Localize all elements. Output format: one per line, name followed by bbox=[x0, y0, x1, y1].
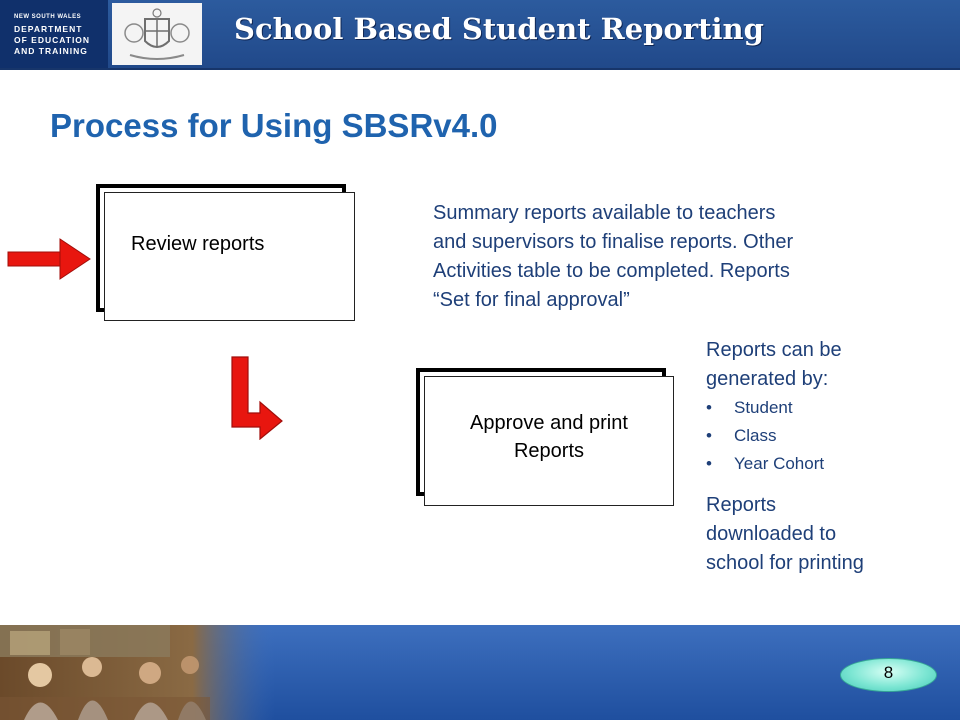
page-number-badge bbox=[840, 658, 937, 692]
app-title: School Based Student Reporting bbox=[234, 12, 764, 46]
download-line: Reports bbox=[706, 494, 777, 516]
step1-desc-line: Activities table to be completed. Reports bbox=[433, 260, 790, 282]
page-title: Process for Using SBSRv4.0 bbox=[50, 107, 498, 144]
step1-desc-line: Summary reports available to teachers bbox=[433, 202, 776, 224]
approve-print-line: Reports bbox=[513, 440, 585, 462]
review-reports-label: Review reports bbox=[131, 233, 265, 255]
generated-by-list bbox=[706, 394, 824, 478]
red-arrow-right-icon bbox=[6, 236, 92, 282]
dept-logo-line4: AND TRAINING bbox=[14, 46, 88, 56]
coat-of-arms-icon bbox=[112, 3, 202, 65]
list-item: • Class bbox=[706, 422, 824, 450]
download-line: downloaded to bbox=[706, 523, 837, 545]
list-item: • Year Cohort bbox=[706, 450, 824, 478]
header-banner bbox=[0, 0, 960, 70]
list-item: • Student bbox=[706, 394, 824, 422]
download-note bbox=[706, 491, 864, 578]
step1-description bbox=[433, 199, 793, 315]
approve-print-line: Approve and print bbox=[470, 412, 628, 434]
step1-desc-line: and supervisors to finalise reports. Other bbox=[433, 231, 794, 253]
classroom-photo bbox=[0, 625, 275, 720]
generated-by-line: Reports can be bbox=[706, 339, 842, 361]
approve-print-box bbox=[424, 376, 674, 506]
red-l-arrow-icon bbox=[228, 355, 288, 440]
generated-by-line: generated by: bbox=[706, 368, 829, 390]
download-line: school for printing bbox=[706, 552, 864, 574]
page-number: 8 bbox=[883, 663, 894, 682]
approve-print-label bbox=[425, 409, 673, 465]
dept-logo-line1: NEW SOUTH WALES bbox=[14, 14, 82, 20]
department-logo bbox=[0, 0, 108, 68]
dept-logo-line2: DEPARTMENT bbox=[14, 24, 83, 34]
review-reports-box bbox=[104, 192, 355, 321]
step1-desc-line: “Set for final approval” bbox=[433, 289, 630, 311]
dept-logo-line3: OF EDUCATION bbox=[14, 35, 91, 45]
generated-by-heading bbox=[706, 336, 842, 394]
